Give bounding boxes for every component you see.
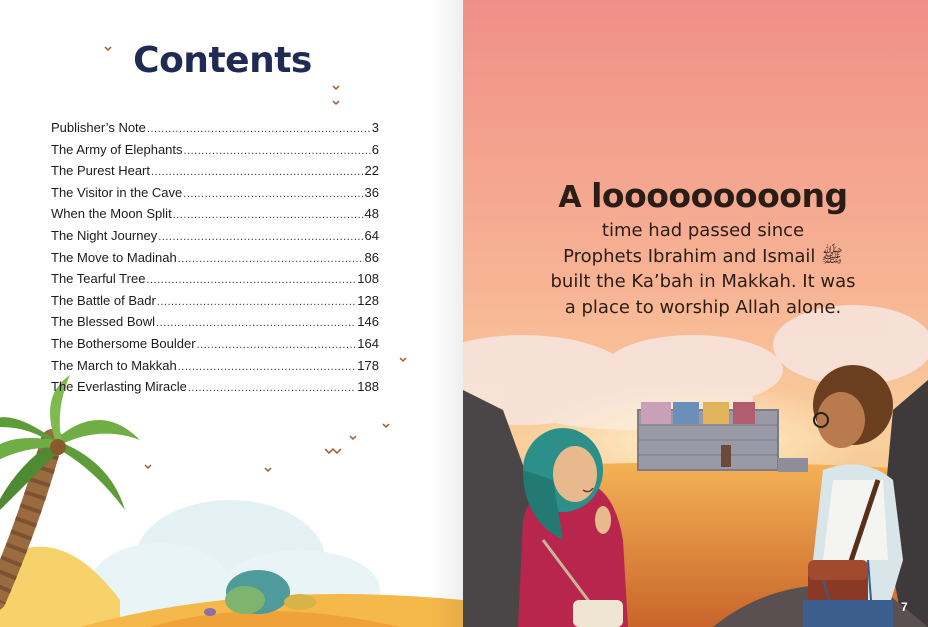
toc-entry-title: The Everlasting Miracle (51, 379, 187, 395)
toc-leader (156, 317, 356, 329)
toc-entry-title: Publisher’s Note (51, 120, 146, 135)
toc-entry[interactable] (51, 120, 379, 142)
toc-entry[interactable] (51, 163, 379, 185)
toc-entry-title: The Tearful Tree (51, 271, 146, 287)
toc-entry-title: The Visitor in the Cave (51, 184, 183, 200)
toc-leader (178, 361, 357, 373)
toc-entry-page: 108 (357, 271, 379, 287)
story-headline (503, 176, 903, 218)
toc-entry-page: 36 (364, 184, 379, 200)
toc-leader (147, 123, 371, 135)
toc-entry-title: The Blessed Bowl (51, 314, 156, 330)
toc-leader (184, 145, 371, 157)
toc-leader (197, 339, 357, 351)
toc-entry[interactable] (51, 379, 379, 401)
contents-page (0, 0, 463, 627)
toc-entry-page: 48 (364, 206, 379, 222)
toc-leader (151, 166, 364, 178)
toc-entry[interactable] (51, 314, 379, 336)
toc-entry-page: 6 (371, 141, 379, 157)
toc-leader (173, 209, 364, 221)
toc-leader (178, 253, 364, 265)
toc-entry-title: The Night Journey (51, 227, 158, 243)
toc-entry-page: 128 (357, 292, 379, 308)
toc-entry[interactable] (51, 358, 379, 380)
toc-entry[interactable] (51, 250, 379, 272)
toc-entry[interactable] (51, 185, 379, 207)
toc-entry-page: 146 (357, 314, 379, 330)
toc-entry-title: The Army of Elephants (51, 141, 183, 157)
toc-entry-title: The Purest Heart (51, 163, 150, 179)
story-page (463, 0, 928, 627)
toc-entry-title: The Move to Madinah (51, 249, 177, 265)
contents-title: Contents (133, 40, 312, 81)
toc-entry[interactable] (51, 271, 379, 293)
story-line: Prophets Ibrahim and Ismail ﷺ (563, 245, 843, 267)
story-line: built the Ka’bah in Makkah. It was (550, 271, 856, 292)
gutter-shadow (430, 0, 463, 627)
toc-leader (183, 188, 363, 200)
toc-entry[interactable] (51, 336, 379, 358)
story-text (503, 176, 903, 320)
story-line: a place to worship Allah alone. (564, 296, 842, 318)
toc-entry-page: 188 (357, 379, 379, 395)
table-of-contents (51, 120, 379, 401)
toc-entry[interactable] (51, 293, 379, 315)
headline-long-word: looooooooong (591, 176, 848, 215)
toc-entry-page: 178 (357, 357, 379, 373)
toc-entry-title: The March to Makkah (51, 357, 177, 373)
toc-leader (157, 296, 357, 308)
toc-leader (158, 231, 363, 243)
toc-leader (146, 274, 356, 286)
toc-entry-page: 64 (364, 227, 379, 243)
toc-entry-page: 22 (364, 163, 379, 179)
toc-entry-page: 3 (371, 120, 379, 135)
toc-entry[interactable] (51, 206, 379, 228)
toc-leader (188, 382, 356, 394)
toc-entry-page: 164 (357, 335, 379, 351)
headline-article: A (558, 180, 582, 215)
toc-entry-title: When the Moon Split (51, 206, 172, 222)
story-line: time had passed since (601, 220, 805, 241)
toc-entry-title: The Bothersome Boulder (51, 335, 196, 351)
toc-entry[interactable] (51, 142, 379, 164)
toc-entry-page: 86 (364, 249, 379, 265)
toc-entry-title: The Battle of Badr (51, 292, 156, 308)
page-number: 7 (901, 600, 908, 614)
toc-entry[interactable] (51, 228, 379, 250)
